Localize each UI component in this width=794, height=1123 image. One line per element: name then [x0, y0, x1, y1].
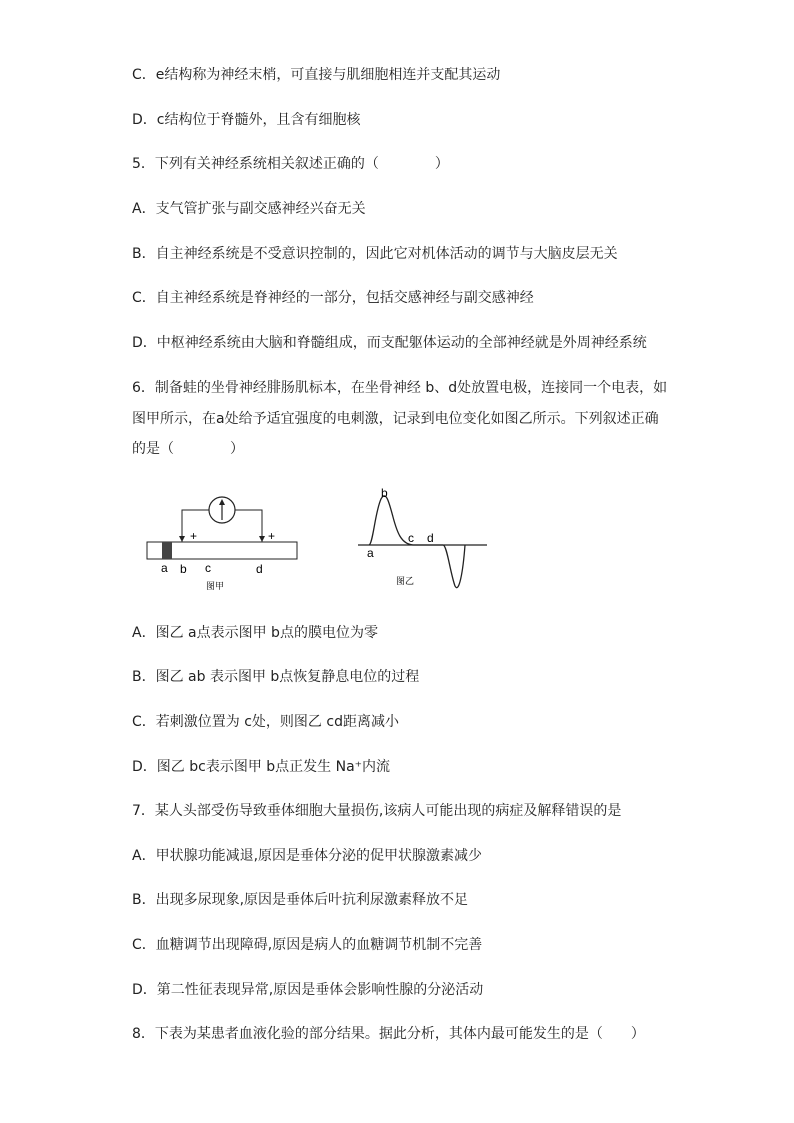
option-d: D．第二性征表现异常,原因是垂体会影响性腺的分泌活动 — [132, 982, 484, 998]
option-a: A．支气管扩张与副交感神经兴奋无关 — [132, 201, 366, 217]
potential-curve — [369, 496, 465, 588]
question-6-stem: 6．制备蛙的坐骨神经腓肠肌标本，在坐骨神经 b、d处放置电极，连接同一个电表，如 — [132, 380, 668, 396]
option-d: D．中枢神经系统由大脑和脊髓组成，而支配躯体运动的全部神经就是外周神经系统 — [132, 335, 647, 351]
curve-a-label: a — [367, 546, 374, 560]
question-6-stem: 图甲所示，在a处给予适宜强度的电刺激，记录到电位变化如图乙所示。下列叙述正确 — [132, 411, 659, 427]
option-c: C．若刺激位置为 c处，则图乙 cd距离减小 — [132, 714, 399, 730]
option-c: C．血糖调节出现障碍,原因是病人的血糖调节机制不完善 — [132, 937, 483, 953]
figure-yi — [355, 482, 495, 594]
question-5-stem: 5．下列有关神经系统相关叙述正确的（ ） — [132, 156, 449, 172]
option-b: B．自主神经系统是不受意识控制的，因此它对机体活动的调节与大脑皮层无关 — [132, 246, 618, 262]
point-b-label: b — [180, 562, 187, 576]
question-7-stem: 7．某人头部受伤导致垂体细胞大量损伤,该病人可能出现的病症及解释错误的是 — [132, 803, 622, 819]
option-d: D．图乙 bc表示图甲 b点正发生 Na⁺内流 — [132, 759, 391, 775]
question-6-stem: 的是（ ） — [132, 441, 244, 457]
stimulus-region — [162, 542, 172, 559]
point-d-label: d — [256, 562, 263, 576]
plus-left-label: + — [190, 529, 198, 543]
point-a-label: a — [161, 561, 168, 575]
plus-right-label: + — [268, 529, 276, 543]
question-8-stem: 8．下表为某患者血液化验的部分结果。据此分析，其体内最可能发生的是（ ） — [132, 1026, 645, 1042]
curve-b-label: b — [381, 486, 388, 500]
curve-c-label: c — [408, 531, 414, 545]
option-b: B．图乙 ab 表示图甲 b点恢复静息电位的过程 — [132, 669, 420, 685]
option-a: A．图乙 a点表示图甲 b点的膜电位为零 — [132, 625, 378, 641]
option-b: B．出现多尿现象,原因是垂体后叶抗利尿激素释放不足 — [132, 892, 469, 908]
curve-d-label: d — [427, 531, 434, 545]
text-line: D．c结构位于脊髓外，且含有细胞核 — [132, 112, 361, 128]
option-c: C．自主神经系统是脊神经的一部分，包括交感神经与副交感神经 — [132, 290, 534, 306]
figure-yi-caption: 图乙 — [396, 577, 415, 587]
option-a: A．甲状腺功能减退,原因是垂体分泌的促甲状腺激素减少 — [132, 848, 483, 864]
figure-jia-caption: 图甲 — [206, 582, 225, 592]
text-line: C．e结构称为神经末梢，可直接与肌细胞相连并支配其运动 — [132, 67, 501, 83]
point-c-label: c — [205, 561, 211, 575]
figure-jia — [140, 490, 310, 600]
